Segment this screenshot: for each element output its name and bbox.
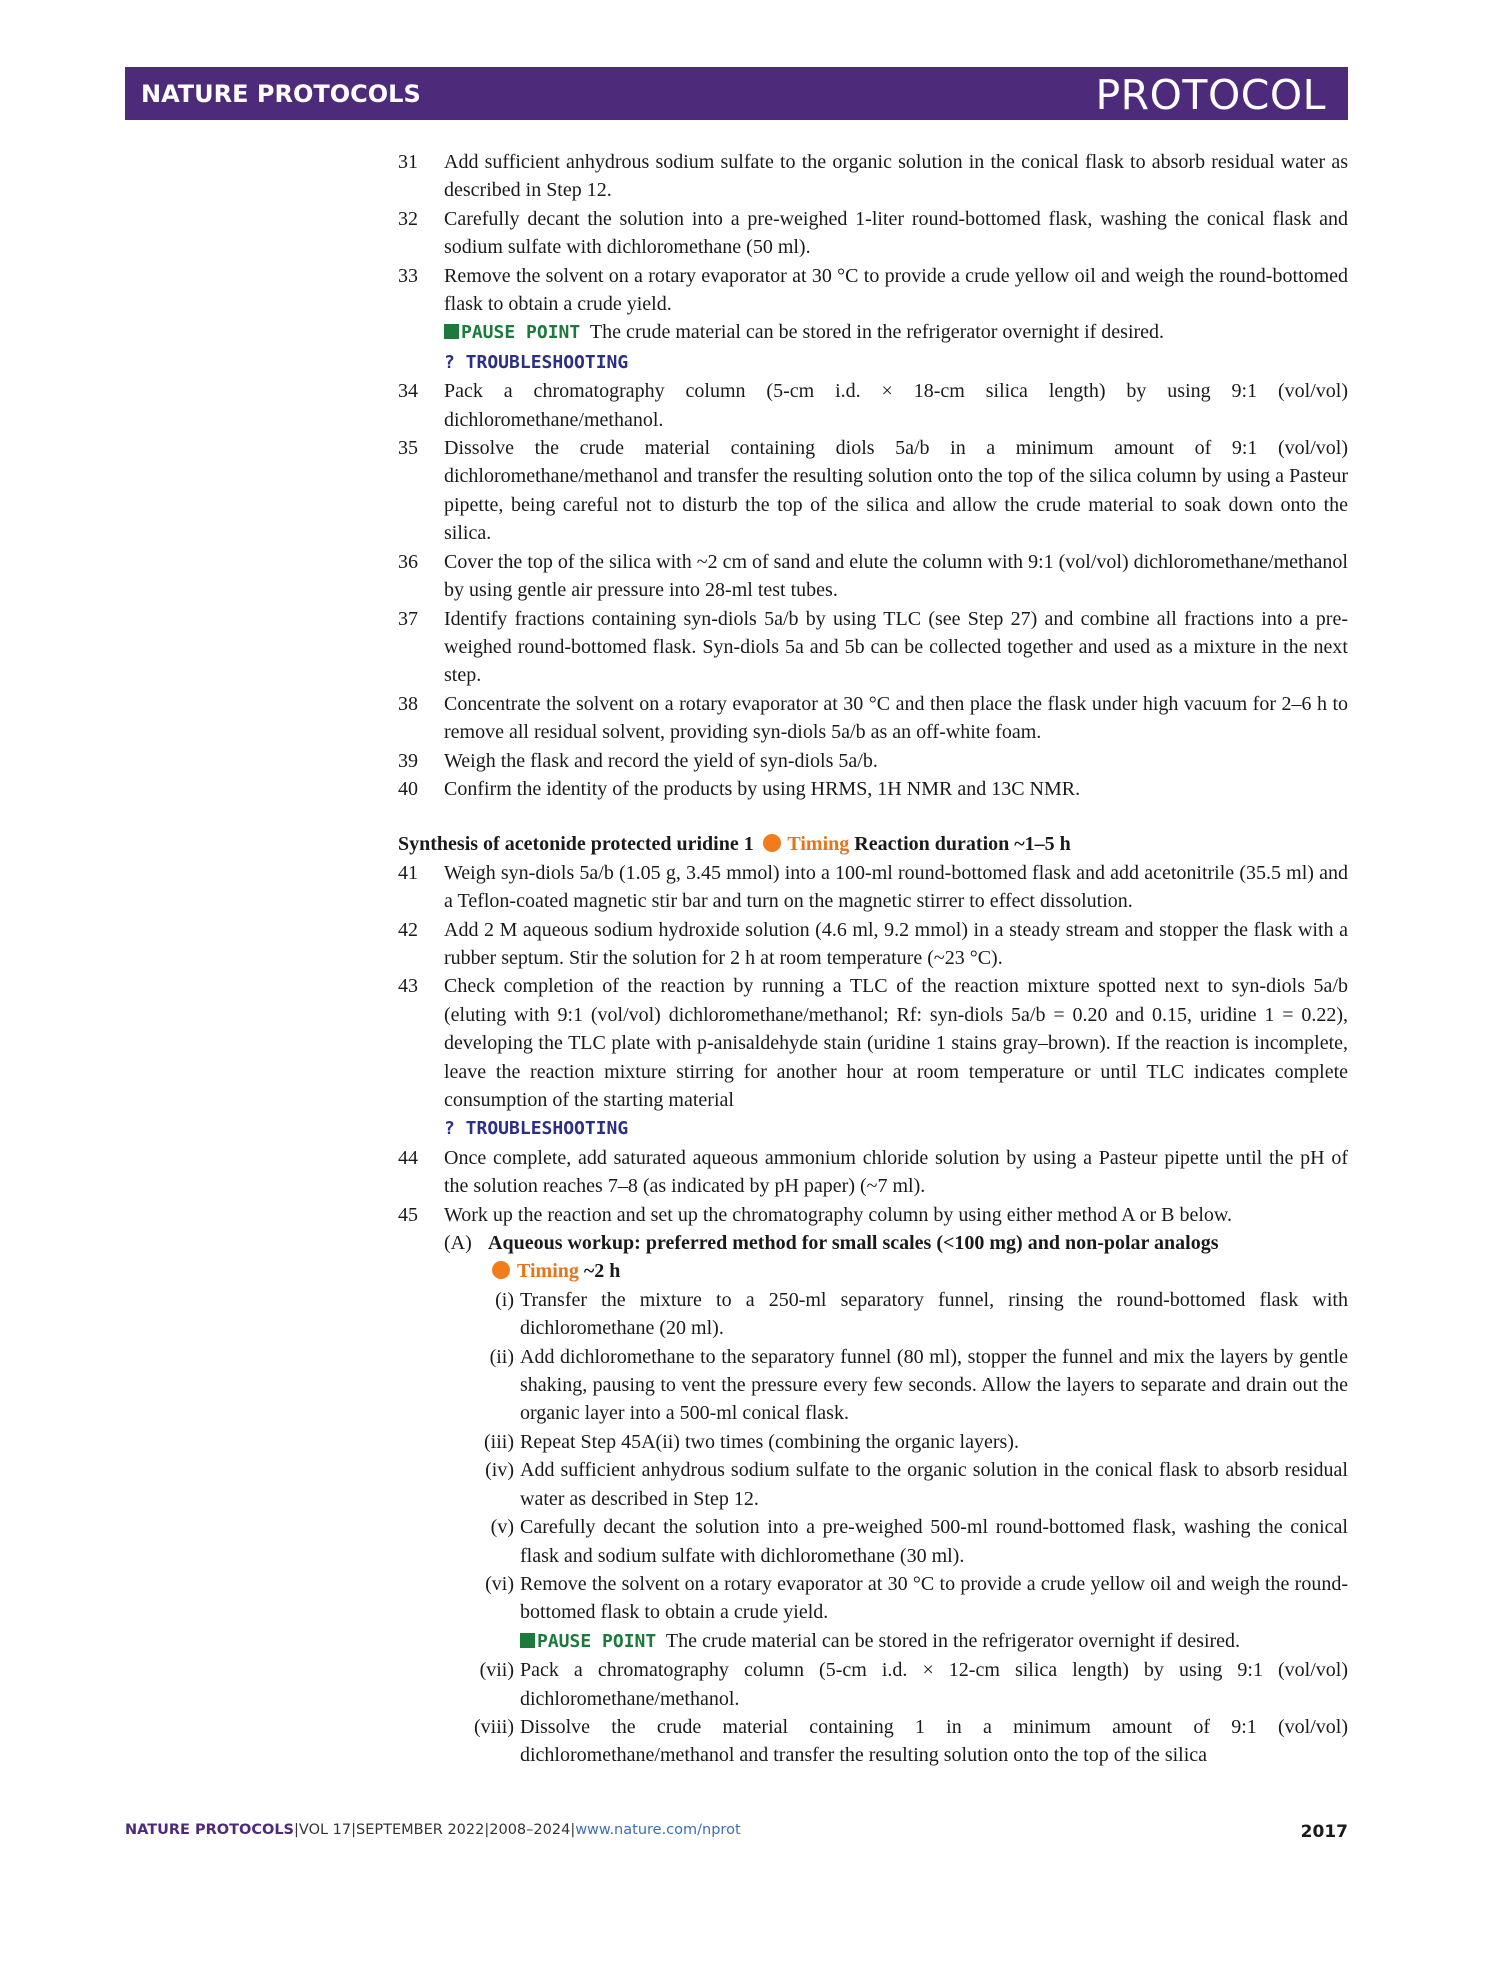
protocol-substep xyxy=(398,1570,1348,1627)
protocol-step xyxy=(398,747,1348,775)
step-text: Weigh syn-diols 5a/b (1.05 g, 3.45 mmol) into a 100-ml round-bottomed flask and add acetonitrile (35.5 ml) and a Teflon-coated magnetic stir bar and turn on the magnetic stirrer to effect dissolution. xyxy=(444,861,1348,913)
step-number: 39 xyxy=(398,749,418,772)
step-text: Work up the reaction and set up the chromatography column by using either method A or B below. xyxy=(444,1203,1233,1226)
step-number: 32 xyxy=(398,207,418,230)
substep-text: Add dichloromethane to the separatory funnel (80 ml), stopper the funnel and mix the layers by gentle shaking, pausing to vent the pressure every few seconds. Allow the layers to separate and drain out the organic layer into a 500-ml conical flask. xyxy=(520,1345,1348,1425)
protocol-step xyxy=(398,377,1348,434)
protocol-step xyxy=(398,1201,1348,1229)
pause-point-text: The crude material can be stored in the refrigerator overnight if desired. xyxy=(589,321,1165,344)
substep-label: (v) xyxy=(490,1516,514,1539)
step-text: Remove the solvent on a rotary evaporator at 30 °C to provide a crude yellow oil and weigh the round-bottomed flask to obtain a crude yield. xyxy=(444,264,1348,316)
footer-sep: | xyxy=(484,1822,490,1838)
step-number: 44 xyxy=(398,1146,418,1169)
step-text: Concentrate the solvent on a rotary evaporator at 30 °C and then place the flask under high vacuum for 2–6 h to remove all residual solvent, providing syn-diols 5a/b as an off-white foam. xyxy=(444,692,1348,744)
troubleshooting-2 xyxy=(398,1114,1348,1143)
substep-label: (viii) xyxy=(474,1715,514,1738)
protocol-substep xyxy=(398,1713,1348,1770)
page-footer xyxy=(125,1822,1348,1842)
article-type: PROTOCOL xyxy=(1095,71,1326,119)
protocol-step xyxy=(398,916,1348,973)
substep-text: Carefully decant the solution into a pre-weighed 500-ml round-bottomed flask, washing the conical flask and sodium sulfate with dichloromethane (30 ml). xyxy=(520,1516,1348,1567)
step-number: 35 xyxy=(398,437,418,460)
section-heading xyxy=(398,830,1348,858)
footer-volume: VOL 17 xyxy=(298,1822,352,1838)
step-text: Identify fractions containing syn-diols 5a/b by using TLC (see Step 27) and combine all fractions into a pre-weighed round-bottomed flask. Syn-diols 5a and 5b can be collected together and used as a mixture in the next step. xyxy=(444,607,1348,687)
step-text: Add 2 M aqueous sodium hydroxide solution (4.6 ml, 9.2 mmol) in a steady stream and stopper the flask with a rubber septum. Stir the solution for 2 h at room temperature (~23 °C). xyxy=(444,918,1348,969)
protocol-step xyxy=(398,548,1348,605)
pause-point-label: PAUSE POINT xyxy=(537,1630,657,1652)
footer-date: SEPTEMBER 2022 xyxy=(356,1822,485,1838)
step-text: Once complete, add saturated aqueous ammonium chloride solution by using a Pasteur pipette until the pH of the solution reaches 7–8 (as indicated by pH paper) (~7 ml). xyxy=(444,1146,1348,1198)
substep-label: (iv) xyxy=(485,1459,514,1482)
step-number: 40 xyxy=(398,777,418,800)
pause-point-text: The crude material can be stored in the refrigerator overnight if desired. xyxy=(665,1629,1241,1652)
steps-group-c xyxy=(398,859,1348,1115)
step-number: 34 xyxy=(398,380,418,403)
footer-pages: 2008–2024 xyxy=(489,1822,571,1838)
pause-point-label: PAUSE POINT xyxy=(461,322,581,344)
timing-value: Reaction duration ~1–5 h xyxy=(854,833,1071,856)
substep-text: Transfer the mixture to a 250-ml separatory funnel, rinsing the round-bottomed flask with dichloromethane (20 ml). xyxy=(520,1288,1348,1340)
step-number: 33 xyxy=(398,264,418,287)
substep-text: Add sufficient anhydrous sodium sulfate to the organic solution in the conical flask to absorb residual water as described in Step 12. xyxy=(520,1459,1348,1510)
step-text: Dissolve the crude material containing diols 5a/b in a minimum amount of 9:1 (vol/vol) dichloromethane/methanol and transfer the resulting solution onto the top of the silica column by using a Pasteur pipette, being careful not to disturb the top of the silica and allow the crude material to soak down onto the silica. xyxy=(444,437,1348,545)
step-number: 38 xyxy=(398,692,418,715)
pause-square-icon xyxy=(444,324,459,339)
troubleshooting-link[interactable]: ? TROUBLESHOOTING xyxy=(444,351,629,373)
journal-header-bar xyxy=(125,67,1348,120)
step-text: Add sufficient anhydrous sodium sulfate to the organic solution in the conical flask to absorb residual water as described in Step 12. xyxy=(444,151,1348,202)
protocol-step xyxy=(398,262,1348,319)
protocol-substep xyxy=(398,1343,1348,1428)
method-a-title: Aqueous workup: preferred method for small scales (<100 mg) and non-polar analogs xyxy=(488,1232,1219,1255)
step-text: Check completion of the reaction by running a TLC of the reaction mixture spotted next to syn-diols 5a/b (eluting with 9:1 (vol/vol) dichloromethane/methanol; Rf: syn-diols 5a/b = 0.20 and 0.15, uridine 1 = 0.22), developing the TLC plate with p-anisaldehyde stain (uridine 1 stains gray–brown). If the reaction is incomplete, leave the reaction mixture stirring for another hour at room temperature or until TLC indicates complete consumption of the starting material xyxy=(444,975,1348,1111)
steps-group-a xyxy=(398,148,1348,318)
step-text: Cover the top of the silica with ~2 cm of sand and elute the column with 9:1 (vol/vol) dichloromethane/methanol by using gentle air pressure into 28-ml test tubes. xyxy=(444,550,1348,602)
step-number: 43 xyxy=(398,975,418,998)
protocol-step xyxy=(398,1144,1348,1201)
timing-dot-icon xyxy=(492,1261,510,1279)
timing-dot-icon xyxy=(763,834,781,852)
substeps-group-b xyxy=(398,1656,1348,1770)
protocol-substep xyxy=(398,1656,1348,1713)
step-number: 37 xyxy=(398,607,418,630)
step-text: Weigh the flask and record the yield of syn-diols 5a/b. xyxy=(444,749,878,772)
footer-journal: NATURE PROTOCOLS xyxy=(125,1822,295,1838)
protocol-step xyxy=(398,775,1348,803)
method-a-label: (A) xyxy=(444,1232,472,1255)
step-text: Carefully decant the solution into a pre-weighed 1-liter round-bottomed flask, washing the conical flask and sodium sulfate with dichloromethane (50 ml). xyxy=(444,207,1348,259)
protocol-step xyxy=(398,434,1348,548)
substep-label: (vi) xyxy=(485,1572,514,1595)
protocol-substep xyxy=(398,1428,1348,1456)
substep-label: (iii) xyxy=(484,1430,514,1453)
page-number: 2017 xyxy=(1300,1822,1348,1842)
pause-square-icon xyxy=(520,1633,535,1648)
protocol-substep xyxy=(398,1513,1348,1570)
journal-name: NATURE PROTOCOLS xyxy=(141,80,421,108)
protocol-substep xyxy=(398,1456,1348,1513)
step-text: Pack a chromatography column (5-cm i.d. × 18-cm silica length) by using 9:1 (vol/vol) dichloromethane/methanol. xyxy=(444,380,1348,431)
section-title-text: Synthesis of acetonide protected uridine 1 xyxy=(398,833,754,856)
pause-point-1 xyxy=(398,318,1348,347)
timing-label: Timing xyxy=(787,833,850,856)
protocol-step xyxy=(398,205,1348,262)
footer-sep: | xyxy=(570,1822,576,1838)
protocol-body xyxy=(398,148,1348,1770)
protocol-substep xyxy=(398,1286,1348,1343)
step-number: 31 xyxy=(398,151,418,173)
pause-point-2 xyxy=(398,1627,1348,1656)
footer-url-link[interactable]: www.nature.com/nprot xyxy=(575,1822,741,1838)
step-text: Confirm the identity of the products by using HRMS, 1H NMR and 13C NMR. xyxy=(444,777,1081,800)
footer-sep: | xyxy=(294,1822,299,1838)
step-number: 45 xyxy=(398,1203,418,1226)
step-number: 41 xyxy=(398,861,418,884)
substeps-group-a xyxy=(398,1286,1348,1627)
method-a-timing-label: Timing xyxy=(517,1260,579,1283)
troubleshooting-1 xyxy=(398,348,1348,377)
substep-text: Repeat Step 45A(ii) two times (combining the organic layers). xyxy=(520,1430,1019,1453)
substep-label: (ii) xyxy=(489,1345,514,1368)
steps-group-d xyxy=(398,1144,1348,1229)
method-a-timing-value: ~2 h xyxy=(583,1260,621,1283)
footer-sep: | xyxy=(351,1822,357,1838)
substep-text: Dissolve the crude material containing 1 in a minimum amount of 9:1 (vol/vol) dichloromethane/methanol and transfer the resulting solution onto the top of the silica xyxy=(520,1715,1348,1767)
step-number: 36 xyxy=(398,550,418,573)
substep-label: (i) xyxy=(495,1288,514,1311)
steps-group-b xyxy=(398,377,1348,803)
substep-text: Pack a chromatography column (5-cm i.d. × 12-cm silica length) by using 9:1 (vol/vol) dichloromethane/methanol. xyxy=(520,1659,1348,1710)
protocol-step xyxy=(398,690,1348,747)
substep-label: (vii) xyxy=(479,1659,514,1682)
protocol-step xyxy=(398,972,1348,1114)
protocol-step xyxy=(398,605,1348,690)
protocol-step xyxy=(398,859,1348,916)
protocol-step xyxy=(398,148,1348,205)
troubleshooting-link[interactable]: ? TROUBLESHOOTING xyxy=(444,1118,629,1140)
step-number: 42 xyxy=(398,918,418,941)
method-a-heading xyxy=(398,1229,1348,1286)
substep-text: Remove the solvent on a rotary evaporator at 30 °C to provide a crude yellow oil and weigh the round-bottomed flask to obtain a crude yield. xyxy=(520,1572,1348,1624)
